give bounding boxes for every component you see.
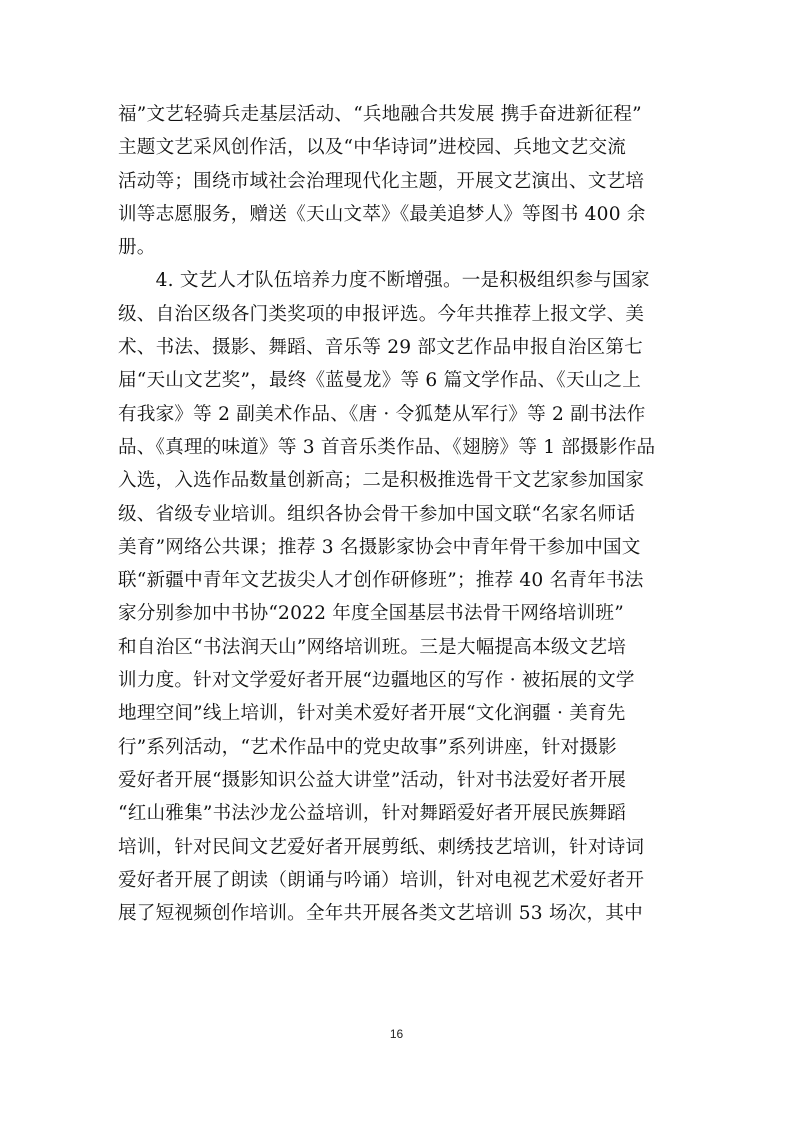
text-line: 行”系列活动，“艺术作品中的党史故事”系列讲座，针对摄影 xyxy=(118,736,617,758)
text-line: 4. 文艺人才队伍培养力度不断增强。一是积极组织参与国家 xyxy=(118,270,650,292)
text-line: 地理空间”线上培训，针对美术爱好者开展“文化润疆 · 美育先 xyxy=(118,703,626,725)
text-line: “红山雅集”书法沙龙公益培训，针对舞蹈爱好者开展民族舞蹈 xyxy=(118,803,627,825)
body-text xyxy=(118,98,690,930)
text-line: 册。 xyxy=(118,237,156,259)
text-line: 训力度。针对文学爱好者开展“边疆地区的写作 · 被拓展的文学 xyxy=(118,670,635,692)
text-line: 和自治区“书法润天山”网络培训班。三是大幅提高本级文艺培 xyxy=(118,636,627,658)
text-line: 爱好者开展“摄影知识公益大讲堂”活动，针对书法爱好者开展 xyxy=(118,769,627,791)
text-line: 爱好者开展了朗读（朗诵与吟诵）培训，针对电视艺术爱好者开 xyxy=(118,869,645,891)
text-line: 美育”网络公共课；推荐 3 名摄影家协会中青年骨干参加中国文 xyxy=(118,536,641,558)
text-line: 术、书法、摄影、舞蹈、音乐等 29 部文艺作品申报自治区第七 xyxy=(118,337,643,359)
text-line: 入选，入选作品数量创新高；二是积极推选骨干文艺家参加国家 xyxy=(118,470,645,492)
page-number: 16 xyxy=(389,1027,404,1041)
text-line: 联“新疆中青年文艺拔尖人才创作研修班”；推荐 40 名青年书法 xyxy=(118,570,644,592)
text-line: 培训，针对民间文艺爱好者开展剪纸、刺绣技艺培训，针对诗词 xyxy=(118,836,645,858)
text-line: 有我家》等 2 副美术作品、《唐 · 令狐楚从军行》等 2 副书法作 xyxy=(118,403,646,425)
text-line: 品、《真理的味道》等 3 首音乐类作品、《翅膀》等 1 部摄影作品 xyxy=(118,436,656,458)
text-line: 展了短视频创作培训。全年共开展各类文艺培训 53 场次，其中 xyxy=(118,903,643,925)
text-line: 级、省级专业培训。组织各协会骨干参加中国文联“名家名师话 xyxy=(118,503,636,525)
text-line: 活动等；围绕市域社会治理现代化主题，开展文艺演出、文艺培 xyxy=(118,170,645,192)
text-line: 家分别参加中书协“2022 年度全国基层书法骨干网络培训班” xyxy=(118,603,624,625)
text-line: 主题文艺采风创作活，以及“中华诗词”进校园、兵地文艺交流 xyxy=(118,137,627,159)
text-line: 届“天山文艺奖”，最终《蓝曼龙》等 6 篇文学作品、《天山之上 xyxy=(118,370,642,392)
text-line: 训等志愿服务，赠送《天山文萃》《最美追梦人》等图书 400 余 xyxy=(118,203,646,225)
text-line: 福”文艺轻骑兵走基层活动、“兵地融合共发展 携手奋进新征程” xyxy=(118,104,642,125)
text-line: 级、自治区级各门类奖项的申报评选。今年共推荐上报文学、美 xyxy=(118,303,645,325)
